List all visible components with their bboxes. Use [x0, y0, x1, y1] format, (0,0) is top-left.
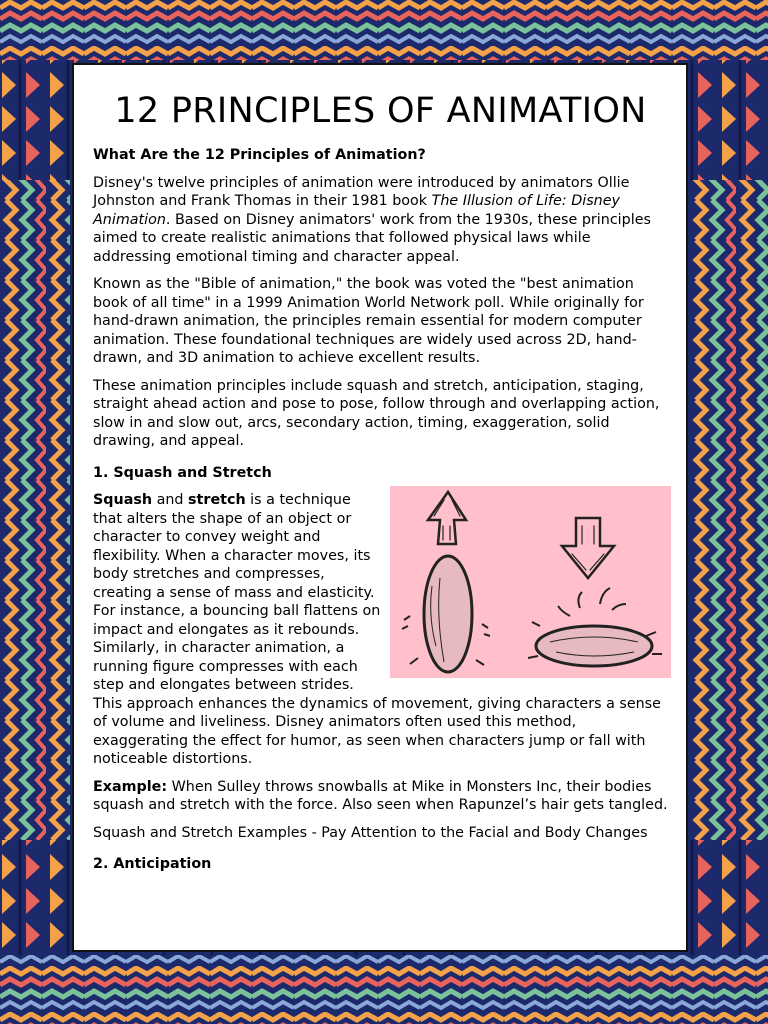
- intro-paragraph: [93, 174, 668, 267]
- book-title: The Illusion of Life: Disney Animation: [93, 193, 620, 228]
- example-paragraph: [93, 778, 668, 815]
- section-heading-what: What Are the 12 Principles of Animation?: [93, 147, 426, 163]
- squash-stretch-illustration: [390, 486, 671, 678]
- bible-paragraph: Known as the "Bible of animation," the book was voted the "best animation book of all time" in a 1999 Animation World Network poll. While originally for hand-drawn animation, the principles remain essential for modern computer animation. These foundational techniques are widely used across 2D, hand-drawn, and 3D animation to achieve excellent results.: [93, 276, 644, 366]
- principles-list-paragraph: These animation principles include squash and stretch, anticipation, staging, straight ahead action and pose to pose, follow through and overlapping action, slow in and slow out, arcs, secondary action, timing, exaggeration, solid drawing, and appeal.: [93, 377, 660, 449]
- intro-text-b: . Based on Disney animators' work from the 1930s, these principles aimed to create realistic animations that followed physical laws while addressing emotional timing and character appeal.: [93, 211, 651, 265]
- down-arrow-icon: [562, 518, 614, 578]
- document-page: [72, 63, 688, 952]
- page-title: 12 PRINCIPLES OF ANIMATION: [114, 91, 647, 131]
- squash-paragraph: [93, 491, 668, 769]
- example-label: Example:: [93, 778, 168, 795]
- squash-body-text: is a technique that alters the shape of an object or character to convey weight and flexibility. When a character moves, its body stretches and compresses, creating a sense of mass and elasticity. For instance, a bouncing ball flattens on impact and elongates as it rebounds. Similarly, in character animation, a running figure compresses with each step and elongates between strides. This approach enhances the dynamics of movement, giving characters a sense of volume and liveliness. Disney animators often used this method, exaggerating the effect for humor, as seen when characters jump or fall with noticeable distortions.: [93, 492, 661, 767]
- examples-caption: Squash and Stretch Examples - Pay Attention to the Facial and Body Changes: [93, 824, 648, 841]
- and-text: and: [152, 492, 189, 508]
- example-text: When Sulley throws snowballs at Mike in Monsters Inc, their bodies squash and stretch with the force. Also seen when Rapunzel’s hair gets tangled.: [93, 778, 668, 813]
- term-stretch: stretch: [188, 492, 246, 508]
- intro-text-a: Disney's twelve principles of animation were introduced by animators Ollie Johnston and Frank Thomas in their 1981 book: [93, 174, 630, 209]
- section-heading-squash: 1. Squash and Stretch: [93, 464, 272, 481]
- stretched-ball: [402, 556, 490, 672]
- squash-stretch-drawing: [390, 486, 671, 678]
- term-squash: Squash: [93, 492, 153, 508]
- section-heading-anticipation: 2. Anticipation: [93, 856, 212, 872]
- up-arrow-icon: [428, 492, 466, 544]
- squashed-ball: [528, 588, 662, 666]
